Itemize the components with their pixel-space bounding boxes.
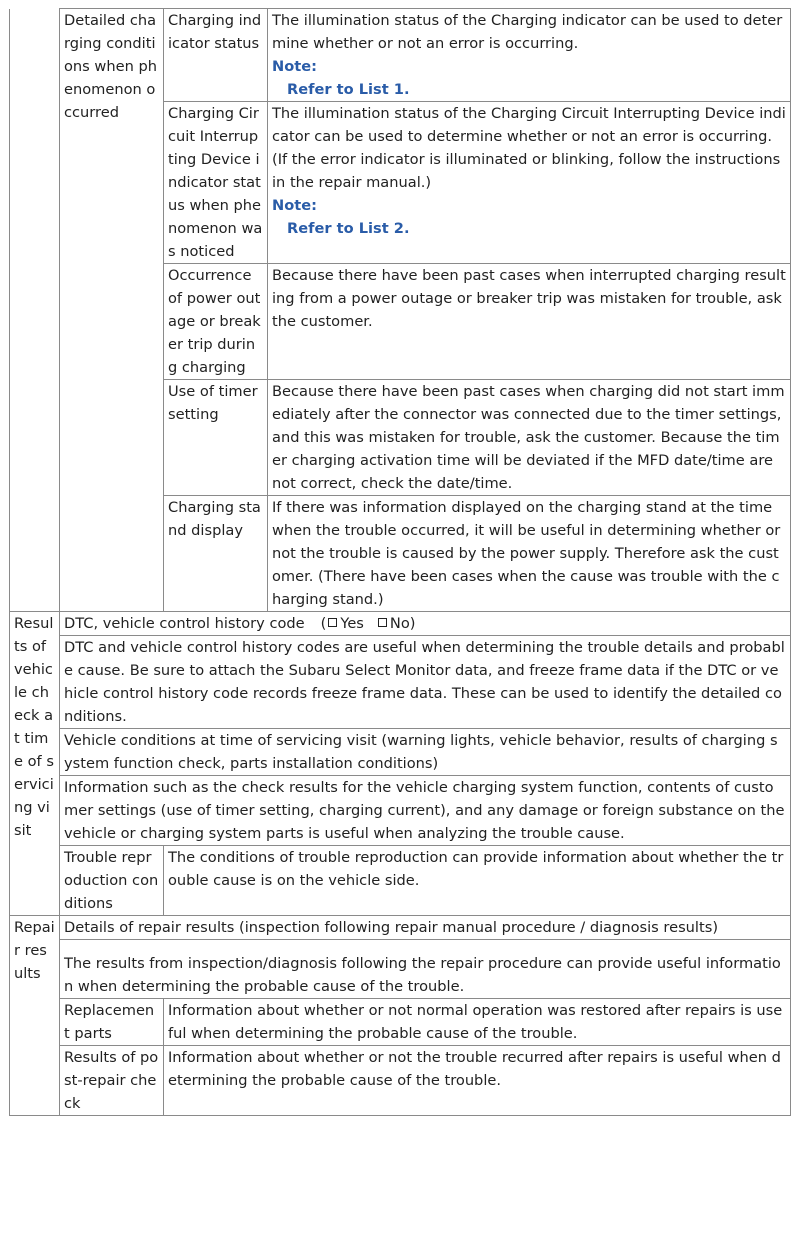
yes-checkbox[interactable] (328, 618, 337, 627)
note-label: Note: (272, 197, 317, 214)
description-text: The illumination status of the Charging Circuit Interrupting Device indicator can be used to determine whether or not an error is occurring. (272, 105, 786, 145)
blank-cell (10, 9, 60, 612)
section-label-detailed: Detailed charging conditions when phenomenon occurred (60, 9, 164, 612)
conditions-description: Information such as the check results for the vehicle charging system function, contents of customer settings (use of timer setting, charging current), and any damage or foreign substance on the vehicle or charging system parts is useful when analyzing the trouble cause. (60, 776, 791, 846)
table-row (10, 9, 791, 102)
no-label: No) (389, 615, 416, 632)
table-row (10, 916, 791, 940)
table-row (10, 776, 791, 846)
row-description: Information about whether or not normal operation was restored after repairs is useful when determining the probable cause of the trouble. (164, 999, 791, 1046)
section-label-repair: Repair results (10, 916, 60, 1116)
row-label: Trouble reproduction conditions (60, 846, 164, 916)
conditions-heading: Vehicle conditions at time of servicing visit (warning lights, vehicle behavior, results of charging system function check, parts installation conditions) (60, 729, 791, 776)
repair-heading: Details of repair results (inspection following repair manual procedure / diagnosis results) (60, 916, 791, 940)
row-label: Charging indicator status (164, 9, 268, 102)
row-label: Occurrence of power outage or breaker trip during charging (164, 264, 268, 380)
row-label: Replacement parts (60, 999, 164, 1046)
row-label: Results of post-repair check (60, 1046, 164, 1116)
dtc-heading-cell (60, 612, 791, 636)
no-checkbox[interactable] (378, 618, 387, 627)
row-description: Because there have been past cases when charging did not start immediately after the connector was connected due to the timer settings, and this was mistaken for trouble, ask the customer. Because the timer charging activation time will be deviated if the MFD date/time are not correct, check the date/time. (268, 380, 791, 496)
repair-description: The results from inspection/diagnosis following the repair procedure can provide useful information when determining the probable cause of the trouble. (60, 940, 791, 999)
row-description: Because there have been past cases when interrupted charging resulting from a power outage or breaker trip was mistaken for trouble, ask the customer. (268, 264, 791, 380)
row-label: Charging Circuit Interrupting Device indicator status when phenomenon was noticed (164, 102, 268, 264)
table-row (10, 636, 791, 729)
row-label: Charging stand display (164, 496, 268, 612)
row-description: If there was information displayed on the charging stand at the time when the trouble occurred, it will be useful in determining whether or not the trouble is caused by the power supply. Therefore ask the customer. (There have been cases when the cause was trouble with the charging stand.) (268, 496, 791, 612)
table-row (10, 612, 791, 636)
yes-label: Yes (340, 615, 364, 632)
section-label-results: Results of vehicle check at time of servicing visit (10, 612, 60, 916)
open-paren: ( (320, 615, 327, 632)
row-description (268, 9, 791, 102)
description-text-secondary: (If the error indicator is illuminated or blinking, follow the instructions in the repair manual.) (272, 151, 781, 191)
table-row (10, 940, 791, 999)
service-info-table (9, 8, 791, 1116)
dtc-description: DTC and vehicle control history codes are useful when determining the trouble details and probable cause. Be sure to attach the Subaru Select Monitor data, and freeze frame data if the DTC or vehicle control history code records freeze frame data. These can be used to identify the detailed conditions. (60, 636, 791, 729)
dtc-heading: DTC, vehicle control history code (64, 615, 305, 632)
table-row (10, 729, 791, 776)
table-row (10, 1046, 791, 1116)
list-1-link[interactable]: Refer to List 1. (287, 81, 410, 98)
table-row (10, 999, 791, 1046)
note-label: Note: (272, 58, 317, 75)
description-text: The illumination status of the Charging indicator can be used to determine whether or not an error is occurring. (272, 12, 783, 52)
row-description (268, 102, 791, 264)
list-2-link[interactable]: Refer to List 2. (287, 220, 410, 237)
row-label: Use of timer setting (164, 380, 268, 496)
table-row (10, 846, 791, 916)
row-description: The conditions of trouble reproduction can provide information about whether the trouble cause is on the vehicle side. (164, 846, 791, 916)
row-description: Information about whether or not the trouble recurred after repairs is useful when determining the probable cause of the trouble. (164, 1046, 791, 1116)
